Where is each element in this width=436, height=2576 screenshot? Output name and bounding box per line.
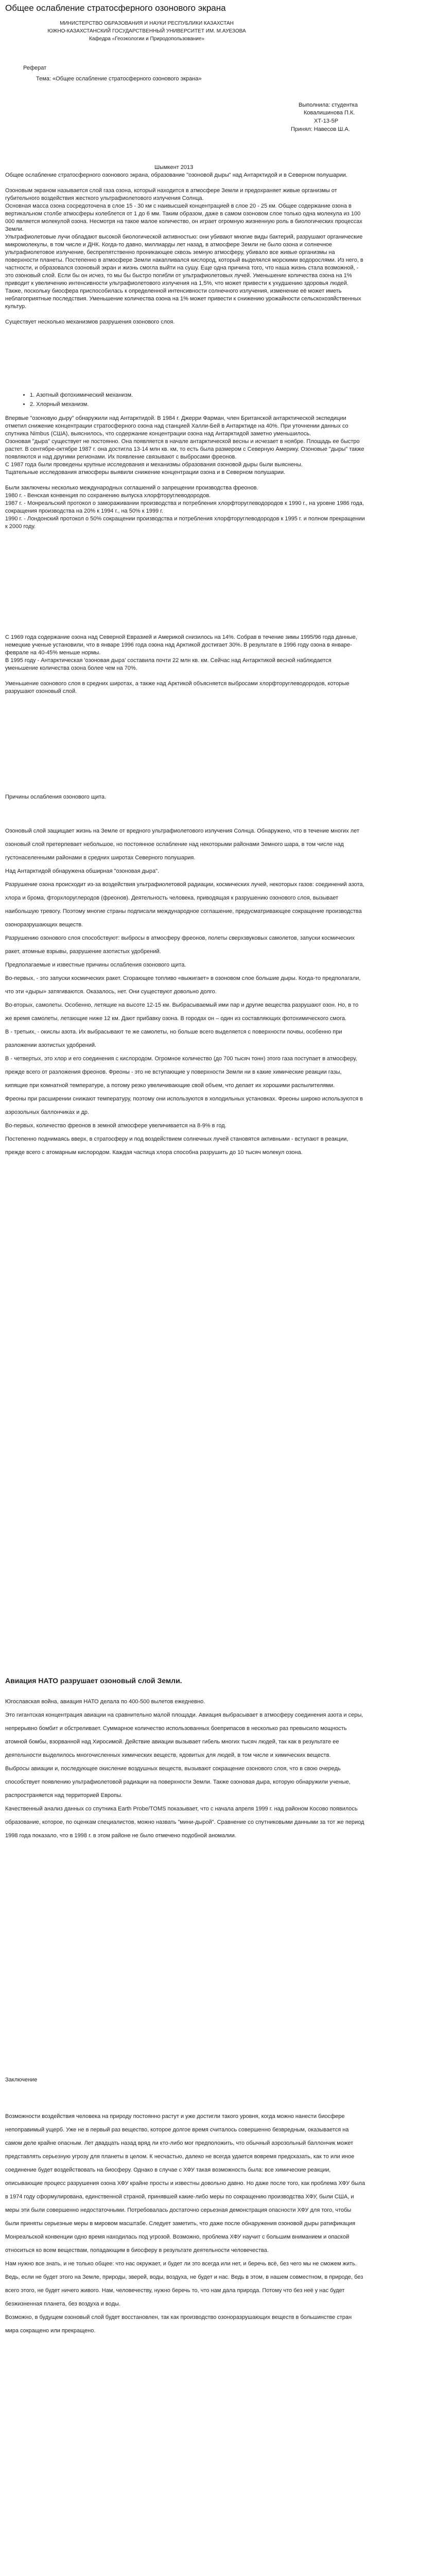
paragraph: Во-вторых, самолеты. Особенно, летящие на высоте 12-15 км. Выбрасываемый ими пар и другие вещества разрушают озон. Но, в то же время самолеты, летающие ниже 12 км. Дают прибавку озона. В городах он – один из составляющих фотохимического смога. (5, 1002, 359, 1022)
list-item: • 1. Азотный фотохимический механизм. (30, 392, 133, 399)
mechanisms-list (21, 392, 133, 410)
paragraph: Качественный анализ данных со спутника Earth Probe/TOMS показывает, что с начала апреля 1999 г. над районом Косово появилось образование, которое, по оценкам специалистов, можно назвать "мини-дырой". Сравнение со спутниковыми данными за тот же период 1998 года показало, что в 1998 г. в этом районе не было отмечено подобной аномалии. (5, 1806, 364, 1839)
section-heading: Заключение (5, 2077, 38, 2083)
topic-line: Тема: «Общее ослабление стратосферного озонового экрана» (36, 76, 202, 82)
paragraph: В - третьих, - окислы азота. Их выбрасывают те же самолеты, но больше всего выделяется с поверхности почвы, особенно при разложении азотистых удобрений. (5, 1029, 342, 1048)
paragraph: Предполагаемые и известные причины ослабления озонового щита. (5, 962, 186, 968)
paragraph: Фреоны при расширении снижают температуру, поэтому они используются в холодильных установках. Фреоны широко используются в аэрозольных баллончиках и др. (5, 1096, 363, 1115)
paragraph: Это гигантская концентрация авиации на сравнительно малой площади. Авиация выбрасывает в атмосферу соединения азота и серы, непрерывно бомбит и обстреливает. Суммарное количество использованных боеприпасов в несколько раз превысило мощность атомной бомбы, взорванной над Хиросимой. Действие авиации вызывает гибель многих тысяч людей, так как в результате ее деятельности выделилось многочисленных химических веществ, ядовитых для людей, в том числе и химических веществ. (5, 1712, 363, 1758)
paragraph: С 1987 года были проведены крупные исследования и механизмы образования озоновой дыры были выяснены. (5, 462, 303, 468)
paragraph: 1990 г. - Лондонский протокол о 50% сокращении производства и потребления хлорфторуглеводородов к 1995 г. и полном прекращении к 2000 году. (5, 516, 365, 530)
paragraph: Постепенно поднимаясь вверх, в стратосферу и под воздействием солнечных лучей становятся активными - вступают в реакции, прежде всего с атомарным кислородом. Каждая частица хлора способна разрушить до 10 тысяч молекул озона. (5, 1136, 348, 1156)
department-line: Кафедра «Геоэкологии и Природопользование» (89, 36, 204, 42)
author-line: Выполнила: студентка (299, 102, 358, 108)
ministry-line: МИНИСТЕРСТВО ОБРАЗОВАНИЯ И НАУКИ РЕСПУБЛИКИ КАЗАХСТАН (60, 21, 234, 26)
paragraph: Общее ослабление стратосферного озонового экрана, образование "озоновой дыры" над Антарктидой и в Северном полушарии. (5, 172, 347, 178)
paragraph: Основная масса озона сосредоточена в слое 15 - 30 км с наивысшей концентрацией в слое 20 - 25 км. Общее содержание озона в вертикальном столбе атмосферы колеблется от 1 до 6 мм. Таким образом, даже в самом озоновом слое только одна молекула из 100 000 является молекулой озона. Несмотря на такое малое количество, он играет огромную жизненную роль в биологических процессах Земли. (5, 203, 362, 232)
paragraph: Возможности воздействия человека на природу постоянно растут и уже достигли такого уровня, когда можно нанести биосфере непоправимый ущерб. Уже не в первый раз вещество, которое долгое время считалось совершенно безвредным, оказывается на самом деле крайне опасным. Лет двадцать назад вряд ли кто-либо мог предположить, что обычный аэрозольный баллончик может представлять серьезную угрозу для планеты в целом. К несчастью, далеко не всегда удается вовремя предсказать, как то или иное соединение будет воздействовать на биосферу. Однако в случае с ХФУ такая возможность была: все химические реакции, описывающие процесс разрушения озона ХФУ крайне просты и известны довольно давно. Но даже после того, как проблема ХФУ была в 1974 году сформулирована, единственной страной, принявшей какие-либо меры по сокращению производства ХФУ, были США, и меры эти были совершенно недостаточными. Потребовалась достаточно серьезная демонстрация опасности ХФУ для того, чтобы были приняты серьезные меры в мировом масштабе. Следует заметить, что даже после обнаружения озоновой дыры ратификация Монреальской конвенции одно время находилась под угрозой. Возможно, проблема ХФУ научит с большим вниманием и опаской относиться ко всем веществам, попадающим в биосферу в результате деятельности человечества. (5, 2113, 365, 2253)
paragraph: Во-первых, количество фреонов в земной атмосфере увеличивается на 8-9% в год. (5, 1123, 226, 1129)
paragraph: Озоновый слой защищает жизнь на Земле от вредного ультрафиолетового излучения Солнца. Обнаружено, что в течение многих лет озоновый слой претерпевает небольшое, но постоянное ослабление над некоторыми районами Земного шара, в том числе над густонаселенными районами в средних широтах Северного полушария. (5, 828, 359, 861)
paragraph: Озоновая "дыра" существует не постоянно. Она появляется в начале антарктической весны и исчезает в ноябре. Площадь ее быстро растет. В сентябре-октябре 1987 г. она достигла 13-14 млн кв. км, то есть была размером с Северную Америку. Озоновые "дыры" также появляются и над другими регионами. Их появление связывают с выбросами фреонов. (5, 438, 364, 460)
section-heading: Причины ослабления озонового щита. (5, 794, 107, 800)
section-heading: Авиация НАТО разрушает озоновый слой Земли. (5, 1676, 182, 1685)
city-year: Шымкент 2013 (154, 164, 194, 171)
paragraph: Нам нужно все знать, и не только общее: что нас окружает, и будет ли это всегда или нет, и беречь всё, без чего мы не сможем жить. Ведь, если не будет этого на Земле, природы, зверей, воды, воздуха, не будет и нас. Ведь в этом, в нашем совместном, в природе, без всего этого, не будет ничего живого. Нам, человечеству, нужно беречь то, что нам дала природа. Потому что без неё у нас будет безжизненная планета, без воздуха и воды. (5, 2261, 363, 2307)
university-line: ЮЖНО-КАЗАХСТАНСКИЙ ГОСУДАРСТВЕННЫЙ УНИВЕРСИТЕТ ИМ. М.АУЕЗОВА (47, 28, 246, 34)
author-line: Ковалишинова П.К. (304, 110, 355, 116)
history-section (5, 415, 365, 531)
paragraph: Разрушение озона происходит из-за воздействия ультрафиолетовой радиации, космических лучей, некоторых газов: соединений азота, хлора и брома, фторхлоруглеродов (фреонов). Деятельность человека, приводящая к разрушению озонового слоя, вызывает наибольшую тревогу. Поэтому многие страны подписали международное соглашение, предусматривающее сокращение производства озоноразрушающих веществ. (5, 882, 364, 928)
causes-section (5, 824, 365, 1159)
paragraph: Разрушению озонового слоя способствуют: выбросы в атмосферу фреонов, полеты сверхзвуковых самолетов, запуски космических ракет, атомные взрывы, разрушение азотистых удобрений. (5, 935, 355, 955)
paragraph: Ультрафиолетовые лучи обладают высокой биологической активностью: они убивают многие виды бактерий, разрушают органические микромолекулы, в том числе и ДНК. Когда-то давно, миллиарды лет назад, в атмосфере Земли не было озона и солнечное ультрафиолетовое излучение, беспрепятственно проникающее сквозь земную атмосферу, убивало все живые организмы на поверхности планеты. Постепенно в атмосфере Земли накапливался кислород, который выделялся морскими водорослями. Из него, в частности, и образовался озоновый экран и жизнь смогла выйти на сушу. Еще одна причина того, что наша жизнь стала возможной, - это озоновый слой. Если бы он исчез, то мы бы быстро погибли от ультрафиолетовых лучей. Уменьшение количества озона на 1% приводит к увеличению интенсивности ультрафиолетового излучения на 1,5%, что может привести к ухудшению здоровья людей. Также, поскольку биосфера приспособилась к определенной интенсивности солнечного излучения, изменение её может иметь неблагоприятные последствия. Уменьшение количества озона на 1% может привести к снижению урожайности сельскохозяйственных культур. (5, 234, 363, 310)
author-line: ХТ-13-5Р (314, 118, 339, 124)
paragraph: Тщательные исследования атмосферы выявили снижение концентрации озона и в Северном полушарии. (5, 469, 286, 476)
paragraph: Над Антарктидой обнаружена обширная "озоновая дыра". (5, 868, 160, 874)
paragraph: Впервые "озоновую дыру" обнаружили над Антарктидой. В 1984 г. Джерри Фарман, член Британской антарктической экспедиции отметил снижение концентрации стратосферного озона над станцией Халли-Бей в Антарктиде на 40%. При уточнении данных со спутника Nimbus (США), выяснилось, что содержание концентрации озона над Антарктидой заметно уменьшилось. (5, 415, 348, 437)
paragraph: Выбросы авиации и, последующее окисление воздушных веществ, вызывают сокращение озонового слоя, что в свою очередь способствует появлению ультрафиолетовой радиации на поверхности Земли. Также озоновая дыра, которую обнаружили ученые, распространяется над территорией Европы. (5, 1766, 351, 1799)
nato-section (5, 1695, 365, 1842)
paragraph: Возможно, в будущем озоновый слой будет восстановлен, так как производство озоноразрушающих веществ в большинстве стран мира сокращено или прекращено. (5, 2314, 352, 2334)
paragraph: 1980 г. - Венская конвенция по сохранению выпуска хлорфторуглеводородов. (5, 493, 211, 499)
paragraph: Были заключены несколько международных соглашений о запрещении производства фреонов. (5, 485, 258, 491)
conclusion-section (5, 2110, 365, 2337)
paragraph: Во-первых, - это запуски космических ракет. Сгорающее топливо «выжигает» в озоновом слое большие дыры. Когда-то предполагали, что эти «дыры» затягиваются. Оказалось, нет. Они существуют довольно долго. (5, 975, 361, 995)
paragraph: Югославская война, авиация НАТО делала по 400-500 вылетов ежедневно. (5, 1699, 205, 1705)
paragraph: Озоновым экраном называется слой газа озона, который находится в атмосфере Земли и предохраняет живые организмы от губительного воздействия жесткого ультрафиолетового излучения Солнца. (5, 188, 337, 201)
arctic-section (5, 634, 365, 696)
paragraph: С 1969 года содержание озона над Северной Евразией и Америкой снизилось на 14%. Собрав в течение зимы 1995/96 года данные, немецкие ученые установили, что в январе 1996 года озона над Арктикой достигает 30%. В результате в 1996 году озона в январе-феврале на 40-45% меньше нормы. (5, 634, 357, 656)
list-item: • 2. Хлорный механизм. (30, 401, 133, 409)
author-line: Принял: Навесов Ш.А. (291, 126, 350, 132)
referat-label: Реферат (23, 65, 47, 71)
paragraph: 1987 г. - Монреальский протокол о замораживании производства и потребления хлорфторуглеводородов к 1990 г., на уровне 1986 года, сокращения производства на 20% к 1994 г., на 50% к 1999 г. (5, 500, 364, 514)
paragraph: В 1995 году - Антарктическая 'озоновая дыра' составила почти 22 млн кв. км. Сейчас над Антарктикой весной наблюдается уменьшение количества озона более чем на 70%. (5, 657, 332, 671)
paragraph: В - четвертых, это хлор и его соединения с кислородом. Огромное количество (до 700 тысяч тонн) этого газа поступает в атмосферу, прежде всего от разложения фреонов. Фреоны - это не вступающие у поверхности Земли ни в какие химические реакции газы, кипящие при комнатной температуре, а потому резко увеличивающие свой объем, что делает их хорошими распылителями. (5, 1056, 357, 1089)
intro-section (5, 172, 365, 326)
paragraph: Уменьшение озонового слоя в средних широтах, а также над Арктикой объясняется выбросами хлорфторуглеводородов, которые разрушают озоновый слой. (5, 681, 350, 694)
document-title: Общее ослабление стратосферного озонового экрана (5, 3, 226, 13)
paragraph: Существует несколько механизмов разрушения озонового слоя. (5, 319, 175, 325)
